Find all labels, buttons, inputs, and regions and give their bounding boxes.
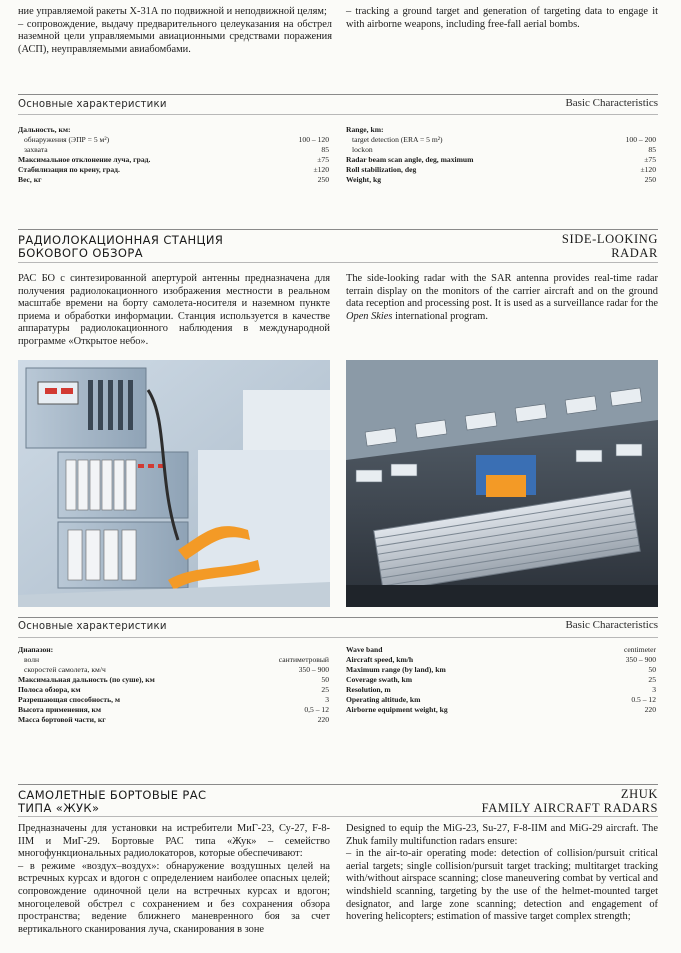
- spec-row: [346, 645, 656, 655]
- spec-label: Максимальная дальность (по суше), км: [18, 675, 155, 684]
- divider: [18, 617, 658, 618]
- spec-value: [596, 125, 656, 135]
- spec-label: скоростей самолета, км/ч: [24, 665, 106, 674]
- divider: [18, 229, 658, 230]
- spec-value: 50: [321, 675, 329, 684]
- sar-title-en: SIDE-LOOKING RADAR: [561, 232, 658, 260]
- spec-label: Roll stabilization, deg: [346, 165, 417, 174]
- spec-row: [346, 165, 656, 175]
- spec-value: [246, 645, 330, 655]
- spec-row: [18, 685, 329, 695]
- zhuk-title-en: ZHUK FAMILY AIRCRAFT RADARS: [481, 787, 658, 815]
- spec-value: 100 – 200: [625, 135, 656, 144]
- spec1-header-en: Basic Characteristics: [565, 97, 658, 109]
- top-ru-line-1: ние управляемой ракеты Х-31А по подвижной и неподвижной целям;: [18, 6, 327, 17]
- spec-value: 250: [644, 175, 656, 184]
- spec-value: 25: [321, 685, 329, 694]
- zhuk-text-en: Designed to equip the MiG-23, Su-27, F-8-IIM and MiG-29 aircraft. The Zhuk family multifunction radars ensure: – in the air-to-air operating mode: detection of collision/pursuit critical aerial targets; single collision/pursuit target tracking; multitarget tracking with/without airspace scanning; close maneuvering combat by vertical and windshield scanning, targeting by the use of the helmet-mounted target designator, and large zone scanning; detection and engagement of hovering helicopters; estimation of massive target complex strength;: [346, 823, 658, 923]
- spec-value: 350 – 900: [298, 665, 329, 674]
- spec-label: волн: [24, 655, 40, 664]
- spec-label: Operating altitude, km: [346, 695, 421, 704]
- spec-label: Дальность, км:: [18, 125, 71, 134]
- spec-value: 3: [325, 695, 329, 704]
- zhuk-title-ru: САМОЛЕТНЫЕ БОРТОВЫЕ РАС ТИПА «ЖУК»: [18, 788, 207, 815]
- spec-label: Разрешающая способность, м: [18, 695, 121, 704]
- spec-value: [271, 125, 329, 135]
- zhuk-text-ru: Предназначены для установки на истребители МиГ-23, Су-27, F-8-IIМ и МиГ-29. Бортовые РАС типа «Жук» – семейство многофункциональных радиолокаторов, которые обеспечивают: – в режиме «воздух–воздух»: обнаружение воздушных целей на встречных курсах и вдогон с определением наиболее опасных целей; сопровождение одиночной цели на встречных курсах и вдогон; многоцелевой обстрел с сохранением и без сохранения обзора пространства; ведение ближнего маневренного боя за счет вертикального сканирования луча, сканирования в зоне: [18, 823, 330, 935]
- spec-label: Диапазон:: [18, 645, 54, 654]
- spec-value: сантиметровый: [278, 655, 329, 664]
- spec-label: Вес, кг: [18, 175, 42, 184]
- divider: [18, 637, 658, 638]
- spec-row: [346, 145, 656, 155]
- spec-label: Масса бортовой части, кг: [18, 715, 106, 724]
- divider: [18, 94, 658, 95]
- spec-row: [18, 125, 329, 135]
- spec-label: захвата: [24, 145, 48, 154]
- spec-value: ±75: [644, 155, 656, 164]
- spec1-table-en: [346, 125, 656, 185]
- spec-row: [18, 695, 329, 705]
- spec-value: 3: [652, 685, 656, 694]
- spec2-header-en: Basic Characteristics: [565, 619, 658, 631]
- sar-text-ru: РАС БО с синтезированной апертурой антенны предназначена для получения радиолокационного изображения местности в реальном масштабе времени на борту самолета-носителя и наземном пункте приема и обработки информации. Станция используется в качестве аппаратуры радиолокационного наблюдения в международной программе «Открытое небо».: [18, 273, 330, 347]
- spec-value: centimeter: [623, 645, 656, 654]
- spec-label: Максимальное отклонение луча, град.: [18, 155, 151, 164]
- spec-label: Coverage swath, km: [346, 675, 413, 684]
- spec-label: target detection (ERA = 5 m²): [352, 135, 443, 144]
- spec-row: [346, 705, 656, 715]
- spec1-header-ru: Основные характеристики: [18, 99, 167, 110]
- spec-label: lockon: [352, 145, 373, 154]
- spec-row: [18, 665, 329, 675]
- spec-label: Weight, kg: [346, 175, 382, 184]
- spec-row: [18, 705, 329, 715]
- sar-title-ru: РАДИОЛОКАЦИОННАЯ СТАНЦИЯ БОКОВОГО ОБЗОРА: [18, 233, 224, 260]
- divider: [18, 816, 658, 817]
- spec-label: Стабилизация по крену, град.: [18, 165, 120, 174]
- spec-row: [346, 695, 656, 705]
- spec1-table-ru: [18, 125, 329, 185]
- spec-value: 25: [648, 675, 656, 684]
- top-text-en: – tracking a ground target and generation of targeting data to engage it with airborne weapons, including free-fall aerial bombs.: [346, 6, 658, 30]
- divider: [18, 784, 658, 785]
- spec-value: 220: [644, 705, 656, 714]
- spec-value: 350 – 900: [625, 655, 656, 664]
- spec-value: 85: [648, 145, 656, 154]
- top-ru-line-2: – сопровождение, выдачу предварительного целеуказания на обстрел наземной цели управляемыми авиационными средствами поражения (АСП), неуправляемыми авиабомбами.: [18, 18, 332, 55]
- spec-row: [346, 675, 656, 685]
- spec-row: [18, 175, 329, 185]
- spec-row: [346, 135, 656, 145]
- spec-row: [18, 155, 329, 165]
- spec-label: Полоса обзора, км: [18, 685, 81, 694]
- spec-label: Wave band: [346, 645, 383, 654]
- divider: [18, 114, 658, 115]
- spec-row: [346, 125, 656, 135]
- spec-value: 50: [648, 665, 656, 674]
- spec-label: Range, km:: [346, 125, 384, 134]
- spec-value: 250: [317, 175, 329, 184]
- spec2-table-en: [346, 645, 656, 715]
- spec-value: 85: [321, 145, 329, 154]
- spec-row: [346, 665, 656, 675]
- radar-equipment-rack-photo: [18, 360, 330, 607]
- spec-value: 0,5 – 12: [304, 705, 329, 714]
- spec-value: ±120: [313, 165, 329, 174]
- spec-row: [346, 155, 656, 165]
- spec-row: [18, 135, 329, 145]
- spec-value: 0.5 – 12: [631, 695, 656, 704]
- spec-row: [346, 685, 656, 695]
- sar-antenna-photo: [346, 360, 658, 607]
- spec-row: [18, 655, 329, 665]
- spec-value: ±75: [317, 155, 329, 164]
- spec-value: 100 – 120: [298, 135, 329, 144]
- spec-label: Radar beam scan angle, deg, maximum: [346, 155, 474, 164]
- spec2-header-ru: Основные характеристики: [18, 621, 167, 632]
- spec-label: Airborne equipment weight, kg: [346, 705, 448, 714]
- spec-value: ±120: [640, 165, 656, 174]
- spec-row: [18, 645, 329, 655]
- spec-label: Maximum range (by land), km: [346, 665, 446, 674]
- top-text-ru: [18, 6, 332, 56]
- spec-label: Aircraft speed, km/h: [346, 655, 414, 664]
- spec2-table-ru: [18, 645, 329, 725]
- spec-label: Высота применения, км: [18, 705, 102, 714]
- spec-row: [18, 675, 329, 685]
- spec-row: [18, 145, 329, 155]
- spec-row: [18, 715, 329, 725]
- spec-label: обнаружения (ЭПР = 5 м²): [24, 135, 110, 144]
- spec-row: [346, 175, 656, 185]
- spec-row: [18, 165, 329, 175]
- divider: [18, 262, 658, 263]
- spec-value: 220: [317, 715, 329, 724]
- spec-row: [346, 655, 656, 665]
- spec-label: Resolution, m: [346, 685, 391, 694]
- sar-text-en: The side-looking radar with the SAR antenna provides real-time radar terrain display on the monitors of the carrier aircraft and on the ground data reception and processing post. It is used as a surveillance radar for the Open Skies international program.: [346, 273, 658, 322]
